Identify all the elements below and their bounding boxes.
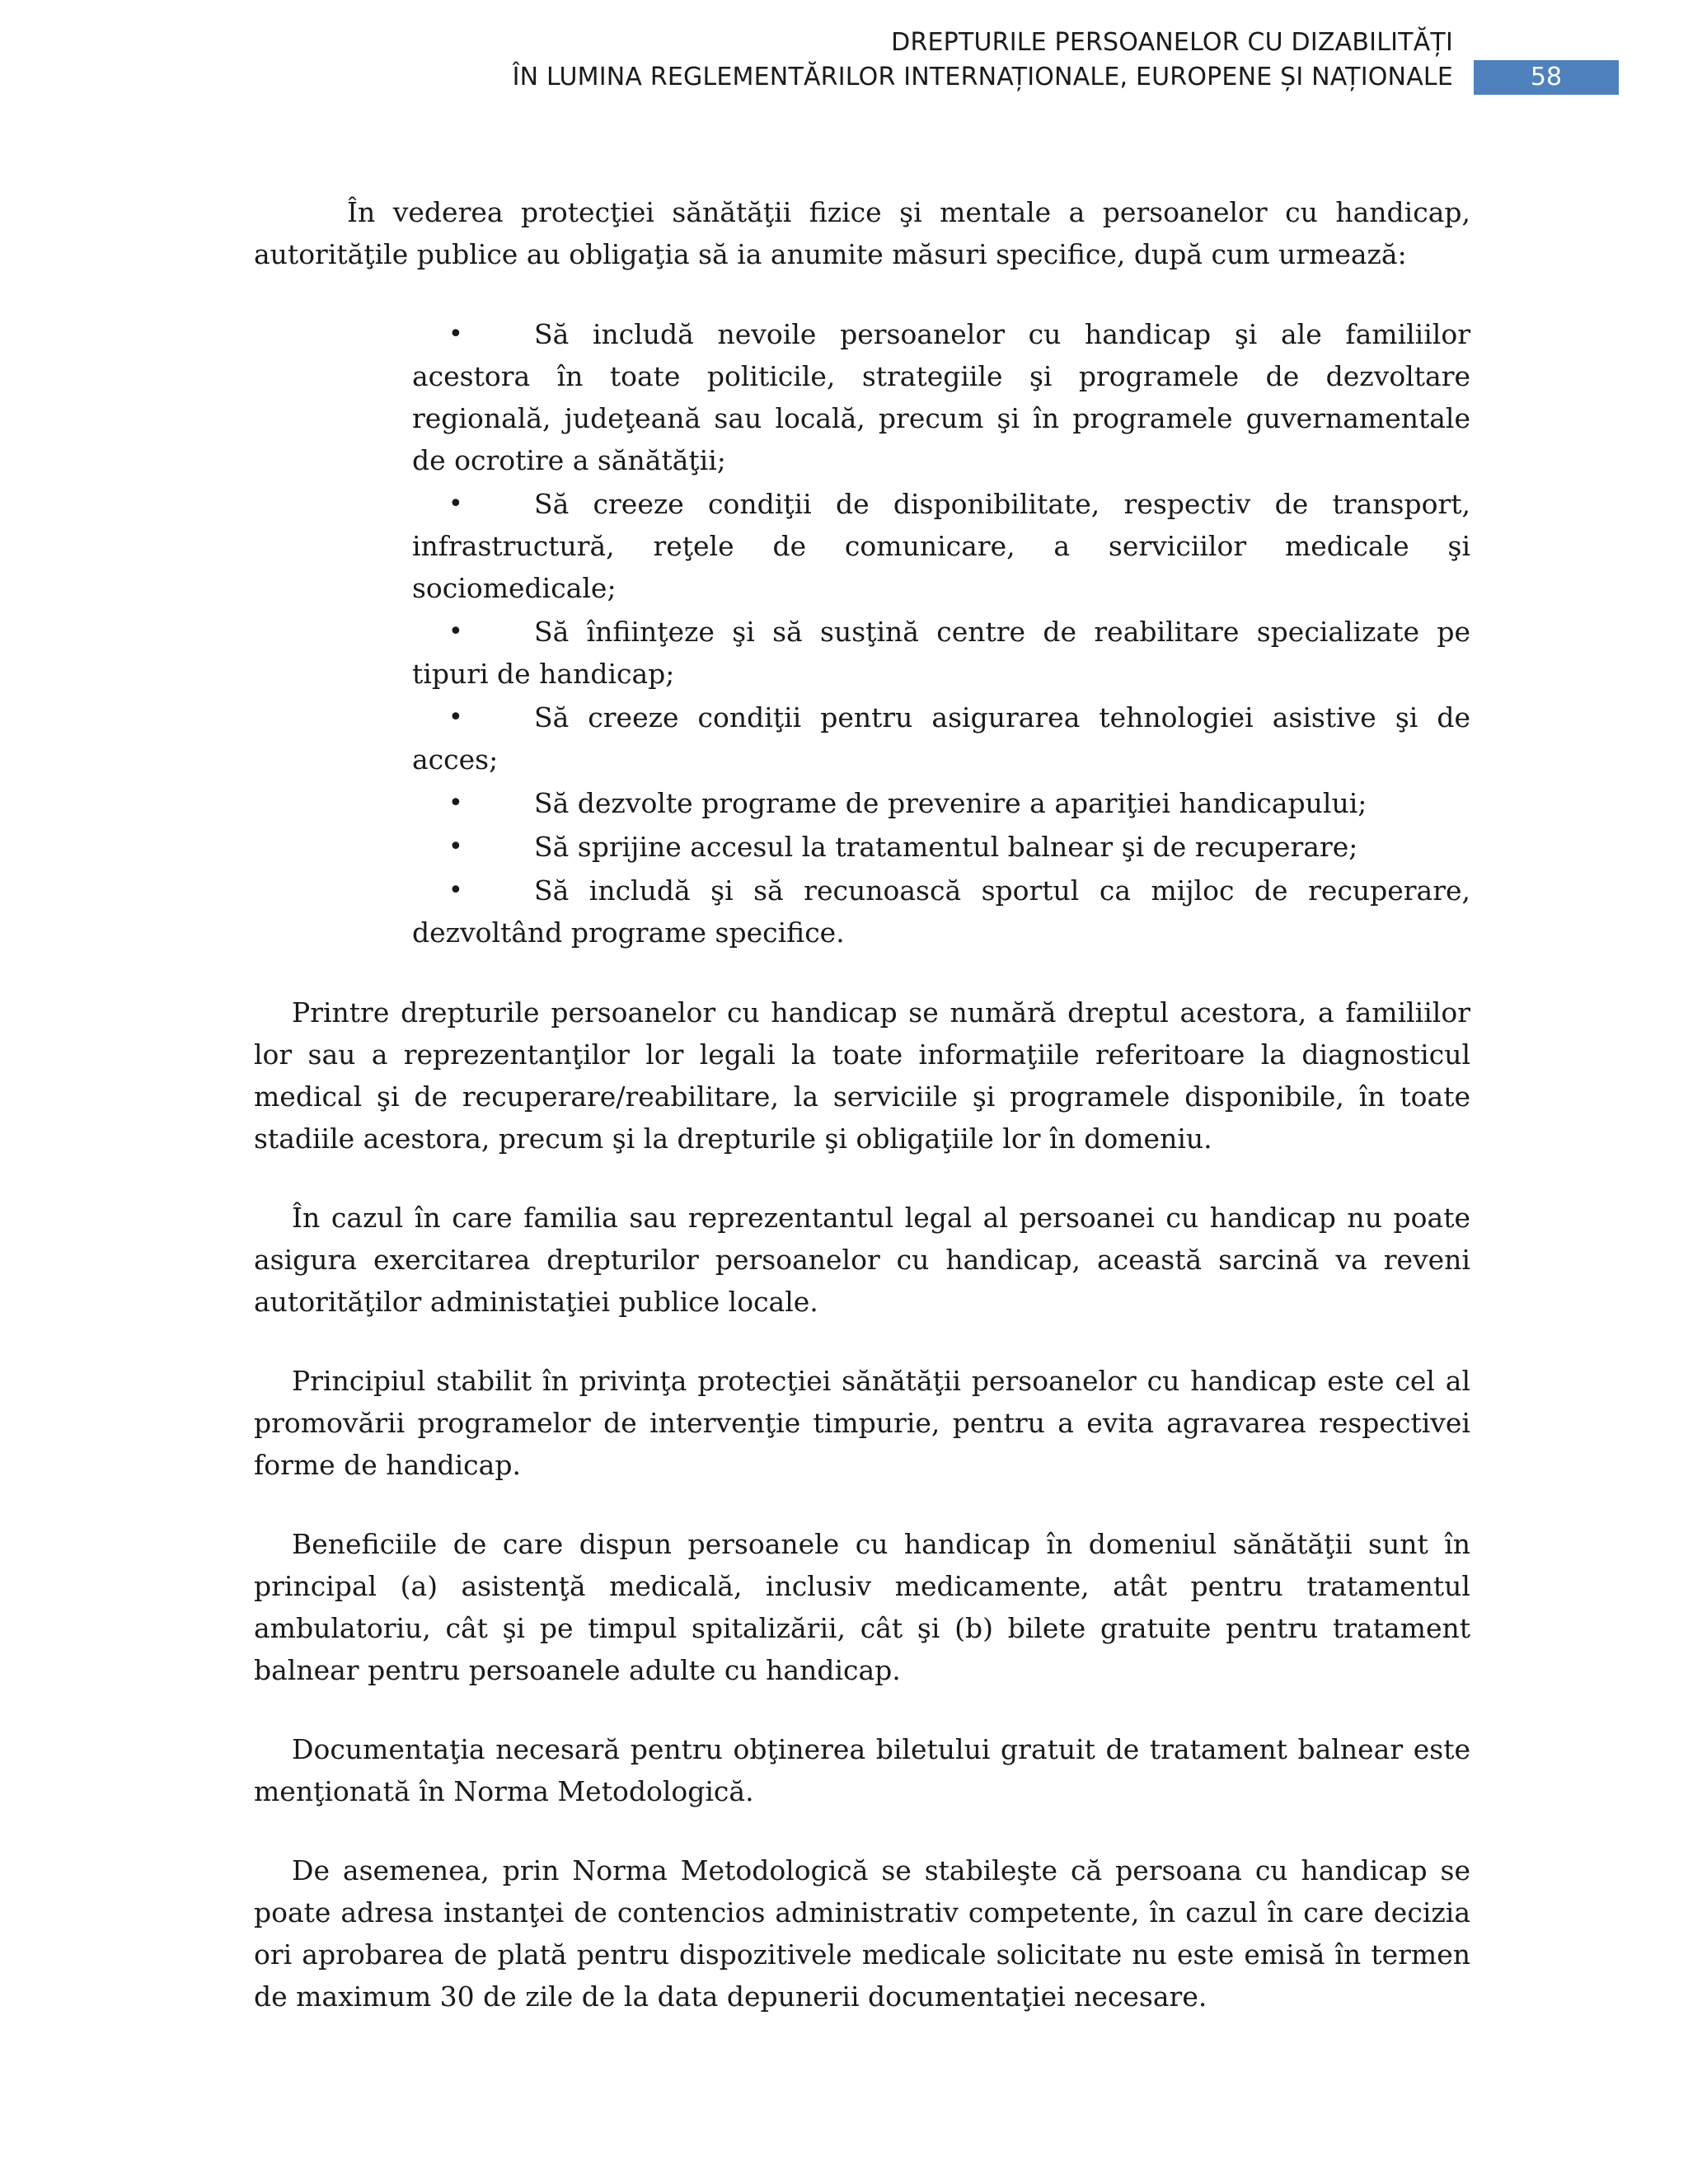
paragraph-administrative-court: De asemenea, prin Norma Metodologică se stabileşte că persoana cu handicap se poate adresa instanţei de contencios administrativ competente, în cazul în care decizia ori aprobarea de plată pentru dispozitivele medicale solicitate nu este emisă în termen de maximum 30 de zile de la data depunerii documentaţiei necesare.	[254, 1854, 1470, 2013]
intro-paragraph: În vederea protecţiei sănătăţii fizice şi mentale a persoanelor cu handicap, autorităţile publice au obligaţia să ia anumite măsuri specifice, după cum urmează:	[254, 196, 1470, 270]
running-header-line1: DREPTURILE PERSOANELOR CU DIZABILITĂȚI	[891, 28, 1453, 57]
list-item-text: Să creeze condiţii de disponibilitate, respectiv de transport, infrastructură, reţele de comunicare, a serviciilor medicale şi sociomedicale;	[412, 488, 1470, 604]
list-item	[412, 782, 1470, 824]
list-item	[412, 611, 1470, 695]
bullet-icon: •	[448, 490, 463, 518]
list-item	[412, 313, 1470, 481]
list-item-text: Să înfiinţeze şi să susţină centre de reabilitare specializate pe tipuri de handicap;	[412, 616, 1470, 690]
paragraph-documentation: Documentaţia necesară pentru obţinerea biletului gratuit de tratament balnear este menţionată în Norma Metodologică.	[254, 1733, 1470, 1807]
list-item-text: Să sprijine accesul la tratamentul balnear şi de recuperare;	[534, 831, 1358, 863]
paragraph-local-authorities: În cazul în care familia sau reprezentantul legal al persoanei cu handicap nu poate asigura exercitarea drepturilor persoanelor cu handicap, această sarcină va reveni autorităţilor administaţiei publice locale.	[254, 1202, 1470, 1318]
page-number-badge: 58	[1474, 60, 1619, 95]
list-item	[412, 483, 1470, 609]
paragraph-information-rights: Printre drepturile persoanelor cu handicap se numără dreptul acestora, a familiilor lor sau a reprezentanţilor lor legali la toate informaţiile referitoare la diagnosticul medical şi de recuperare/reabilitare, la serviciile şi programele disponibile, în toate stadiile acestora, precum şi la drepturile şi obligaţiile lor în domeniu.	[254, 996, 1470, 1155]
list-item-text: Să includă nevoile persoanelor cu handicap şi ale familiilor acestora în toate politicile, strategiile şi programele de dezvoltare regională, judeţeană sau locală, precum şi în programele guvernamentale de ocrotire a sănătăţii;	[412, 318, 1470, 476]
list-item-text: Să dezvolte programe de prevenire a apariţiei handicapului;	[534, 787, 1367, 819]
bullet-icon: •	[448, 617, 463, 646]
bullet-icon: •	[448, 876, 463, 905]
list-item-text: Să includă şi să recunoască sportul ca mijloc de recuperare, dezvoltând programe specifice.	[412, 874, 1470, 949]
list-item	[412, 869, 1470, 954]
running-header-line2: ÎN LUMINA REGLEMENTĂRILOR INTERNAȚIONALE, EUROPENE ȘI NAȚIONALE	[512, 63, 1453, 91]
page-body	[254, 191, 1470, 2055]
bullet-icon: •	[448, 789, 463, 818]
list-item	[412, 696, 1470, 780]
list-item-text: Să creeze condiţii pentru asigurarea tehnologiei asistive şi de acces;	[412, 701, 1470, 776]
bullet-icon: •	[448, 320, 463, 349]
paragraph-early-intervention: Principiul stabilit în privinţa protecţiei sănătăţii persoanelor cu handicap este cel al promovării programelor de intervenţie timpurie, pentru a evita agravarea respectivei forme de handicap.	[254, 1365, 1470, 1481]
paragraph-health-benefits: Beneficiile de care dispun persoanele cu handicap în domeniul sănătăţii sunt în principal (a) asistenţă medicală, inclusiv medicamente, atât pentru tratamentul ambulatoriu, cât şi pe timpul spitalizării, cât şi (b) bilete gratuite pentru tratament balnear pentru persoanele adulte cu handicap.	[254, 1528, 1470, 1686]
measures-list	[412, 313, 1470, 954]
list-item	[412, 826, 1470, 868]
bullet-icon: •	[448, 703, 463, 732]
bullet-icon: •	[448, 832, 463, 861]
